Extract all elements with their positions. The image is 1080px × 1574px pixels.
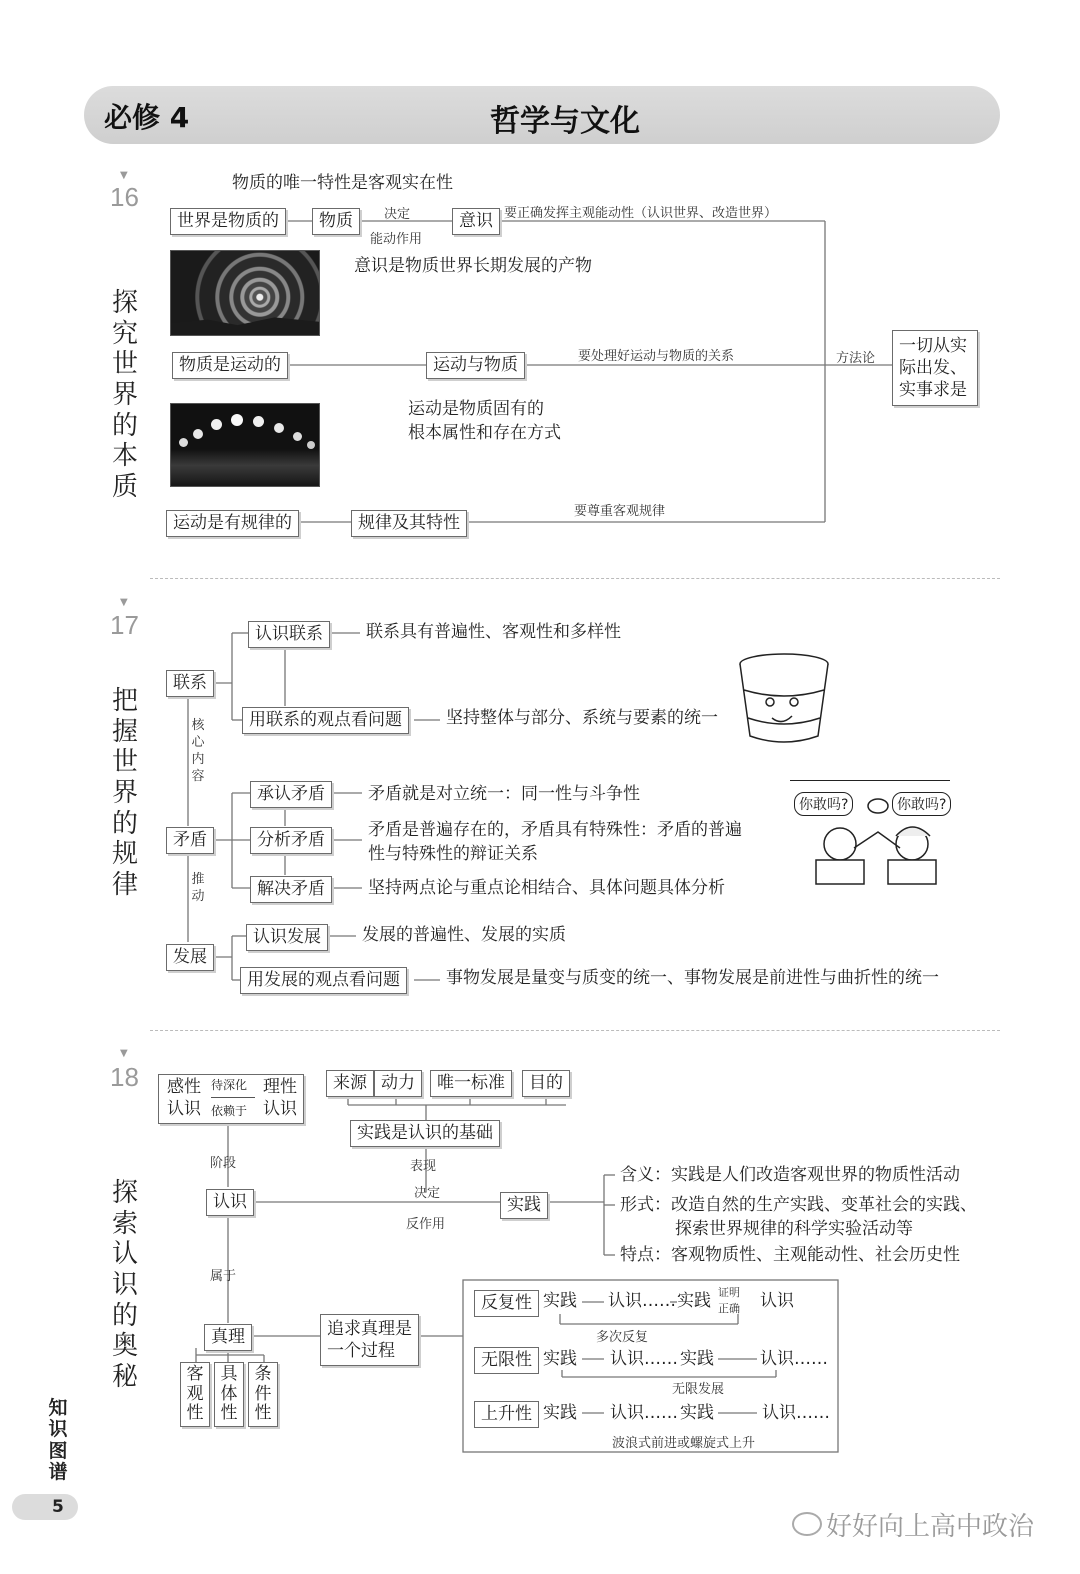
divider-16-17 bbox=[150, 578, 1000, 579]
wechat-icon bbox=[792, 1512, 822, 1536]
box-admit-contradiction: 承认矛盾 bbox=[250, 781, 332, 808]
repeat-practice-1: 实践 bbox=[543, 1291, 577, 1311]
box-contradiction: 矛盾 bbox=[166, 827, 214, 854]
header-left-label: 必修 4 bbox=[104, 101, 190, 134]
consciousness-method-note: 要正确发挥主观能动性（认识世界、改造世界） bbox=[504, 206, 778, 221]
analyze-note-line2: 性与特殊性的辩证关系 bbox=[368, 844, 538, 864]
matter-property-note: 物质的唯一特性是客观实在性 bbox=[232, 173, 453, 193]
admit-contradiction-note: 矛盾就是对立统一：同一性与斗争性 bbox=[368, 784, 640, 804]
box-consciousness: 意识 bbox=[452, 208, 500, 235]
infinite-note: 无限发展 bbox=[672, 1382, 725, 1397]
box-laws-and-properties: 规律及其特性 bbox=[351, 510, 467, 537]
box-matter-is-moving: 物质是运动的 bbox=[172, 352, 288, 379]
infinite-practice-1: 实践 bbox=[543, 1349, 577, 1369]
star-trails-photo bbox=[170, 250, 320, 336]
practice-features: 特点：客观物质性、主观能动性、社会历史性 bbox=[620, 1245, 960, 1265]
rise-cognition-1: 认识…… bbox=[610, 1403, 678, 1423]
conditional-text: 条件性 bbox=[254, 1364, 272, 1424]
box-only-standard: 唯一标准 bbox=[430, 1070, 512, 1097]
box-truth: 真理 bbox=[204, 1324, 252, 1351]
section-18-number: 18 bbox=[110, 1062, 139, 1092]
view-connection-note: 坚持整体与部分、系统与要素的统一 bbox=[446, 708, 718, 728]
infinite-cognition-2: 认识…… bbox=[760, 1349, 828, 1369]
section-18-marker-icon: ▼ bbox=[120, 1048, 128, 1059]
motion-attribute-line1: 运动是物质固有的 bbox=[408, 399, 544, 419]
box-motion-has-laws: 运动是有规律的 bbox=[166, 510, 299, 537]
connection-note: 联系具有普遍性、客观性和多样性 bbox=[366, 622, 621, 642]
page-number: 5 bbox=[52, 1497, 64, 1517]
push-label: 推动 bbox=[191, 872, 205, 904]
section-17-number: 17 bbox=[110, 610, 139, 640]
law-method-note: 要尊重客观规律 bbox=[574, 504, 666, 519]
box-source: 来源 bbox=[326, 1070, 374, 1097]
belong-label: 属于 bbox=[210, 1269, 237, 1284]
concrete-text: 具体性 bbox=[220, 1364, 238, 1424]
rely-label: 依赖于 bbox=[211, 1104, 248, 1118]
label-decide: 决定 bbox=[384, 207, 411, 222]
infinite-cognition-1: 认识…… bbox=[610, 1349, 678, 1369]
react-label: 反作用 bbox=[406, 1217, 446, 1232]
pursue-line1: 追求真理是 bbox=[327, 1319, 412, 1339]
view-development-note: 事物发展是量变与质变的统一、事物发展是前进性与曲折性的统一 bbox=[446, 968, 939, 988]
practice-form-line2: 探索世界规律的科学实验活动等 bbox=[675, 1219, 913, 1239]
rise-practice-2: 实践 bbox=[680, 1403, 714, 1423]
box-conditional bbox=[248, 1362, 278, 1427]
box-perceptual-rational bbox=[158, 1074, 304, 1124]
decide-label: 决定 bbox=[414, 1186, 441, 1201]
box-matter: 物质 bbox=[312, 208, 360, 235]
stage-label: 阶段 bbox=[210, 1156, 237, 1171]
box-pursue-truth bbox=[320, 1314, 419, 1366]
divider-17-18 bbox=[150, 1030, 1000, 1031]
rise-cognition-2: 认识…… bbox=[762, 1403, 830, 1423]
box-concrete bbox=[214, 1362, 244, 1427]
box-repeatability: 反复性 bbox=[474, 1290, 539, 1317]
box-practice: 实践 bbox=[500, 1192, 548, 1219]
motion-method-note: 要处理好运动与物质的关系 bbox=[578, 349, 735, 364]
deepen-label: 待深化 bbox=[211, 1078, 248, 1092]
repeat-practice-2: 实践 bbox=[677, 1291, 711, 1311]
speech-bubble-left: 你敢吗? bbox=[794, 792, 853, 816]
cartoon-illustration bbox=[788, 778, 968, 888]
rational-label-2: 认识 bbox=[263, 1099, 297, 1119]
repeat-cognition-2: 认识 bbox=[760, 1291, 794, 1311]
practice-form-line1: 形式：改造自然的生产实践、变革社会的实践、 bbox=[620, 1195, 977, 1215]
section-17-marker-icon: ▼ bbox=[120, 597, 128, 608]
box-view-with-connection: 用联系的观点看问题 bbox=[242, 707, 409, 734]
repeat-note: 多次反复 bbox=[596, 1330, 649, 1345]
perceptual-label-1: 感性 bbox=[167, 1077, 201, 1097]
box-world-is-material: 世界是物质的 bbox=[170, 208, 286, 235]
box-ascending: 上升性 bbox=[474, 1401, 539, 1428]
section-18-side-title: 探索认识的奥秘 bbox=[111, 1178, 138, 1393]
pursue-line2: 一个过程 bbox=[327, 1341, 395, 1362]
box-analyze-contradiction: 分析矛盾 bbox=[250, 827, 332, 854]
objective-text: 客观性 bbox=[186, 1364, 204, 1424]
section-17-side-title: 把握世界的规律 bbox=[111, 686, 138, 901]
rational-label-1: 理性 bbox=[263, 1077, 297, 1097]
box-power: 动力 bbox=[374, 1070, 422, 1097]
box-practice-basis: 实践是认识的基础 bbox=[350, 1120, 500, 1147]
box-view-with-development: 用发展的观点看问题 bbox=[240, 967, 407, 994]
box-seek-truth-from-facts bbox=[892, 330, 978, 406]
analyze-note-line1: 矛盾是普遍存在的，矛盾具有特殊性：矛盾的普遍 bbox=[368, 820, 742, 840]
box-purpose: 目的 bbox=[522, 1070, 570, 1097]
watermark-text: 好好向上高中政治 bbox=[826, 1512, 1035, 1542]
show-label: 表现 bbox=[410, 1159, 437, 1174]
section-16-number: 16 bbox=[110, 182, 139, 212]
box-cognition: 认识 bbox=[206, 1189, 254, 1216]
box-infinity: 无限性 bbox=[474, 1347, 539, 1374]
footer-side-label: 知识图谱 bbox=[48, 1397, 68, 1483]
speech-bubble-right: 你敢吗? bbox=[892, 792, 951, 816]
core-content-label: 核心内容 bbox=[191, 718, 205, 784]
section-16-side-title: 探究世界的本质 bbox=[111, 288, 138, 503]
repeat-cognition: 认识…… bbox=[608, 1291, 676, 1311]
bucket-illustration bbox=[734, 650, 834, 748]
rise-note: 波浪式前进或螺旋式上升 bbox=[612, 1436, 756, 1451]
box-know-development: 认识发展 bbox=[246, 924, 328, 951]
solve-contradiction-note: 坚持两点论与重点论相结合、具体问题具体分析 bbox=[368, 878, 725, 898]
header-title: 哲学与文化 bbox=[490, 104, 640, 139]
moon-phases-photo bbox=[170, 403, 320, 487]
box-development: 发展 bbox=[166, 944, 214, 971]
methodology-label: 方法论 bbox=[836, 351, 876, 366]
proof-label: 证明 bbox=[718, 1286, 740, 1299]
page-number-tab bbox=[12, 1494, 78, 1520]
development-note: 发展的普遍性、发展的实质 bbox=[362, 925, 566, 945]
box-objective bbox=[180, 1362, 210, 1427]
box-know-connection: 认识联系 bbox=[248, 621, 330, 648]
consciousness-product-note: 意识是物质世界长期发展的产物 bbox=[354, 256, 592, 276]
rise-practice-1: 实践 bbox=[543, 1403, 577, 1423]
motion-attribute-line2: 根本属性和存在方式 bbox=[408, 423, 561, 443]
box-motion-and-matter: 运动与物质 bbox=[426, 352, 525, 379]
infinite-practice-2: 实践 bbox=[680, 1349, 714, 1369]
label-active-role: 能动作用 bbox=[370, 232, 423, 247]
box-solve-contradiction: 解决矛盾 bbox=[250, 876, 332, 903]
section-16-marker-icon: ▼ bbox=[120, 170, 128, 181]
practice-definition: 含义：实践是人们改造客观世界的物质性活动 bbox=[620, 1165, 960, 1185]
perceptual-label-2: 认识 bbox=[167, 1099, 201, 1119]
result-text: 一切从实际出发、实事求是 bbox=[899, 336, 967, 401]
box-connection: 联系 bbox=[166, 670, 214, 697]
correct-label: 正确 bbox=[718, 1302, 740, 1315]
